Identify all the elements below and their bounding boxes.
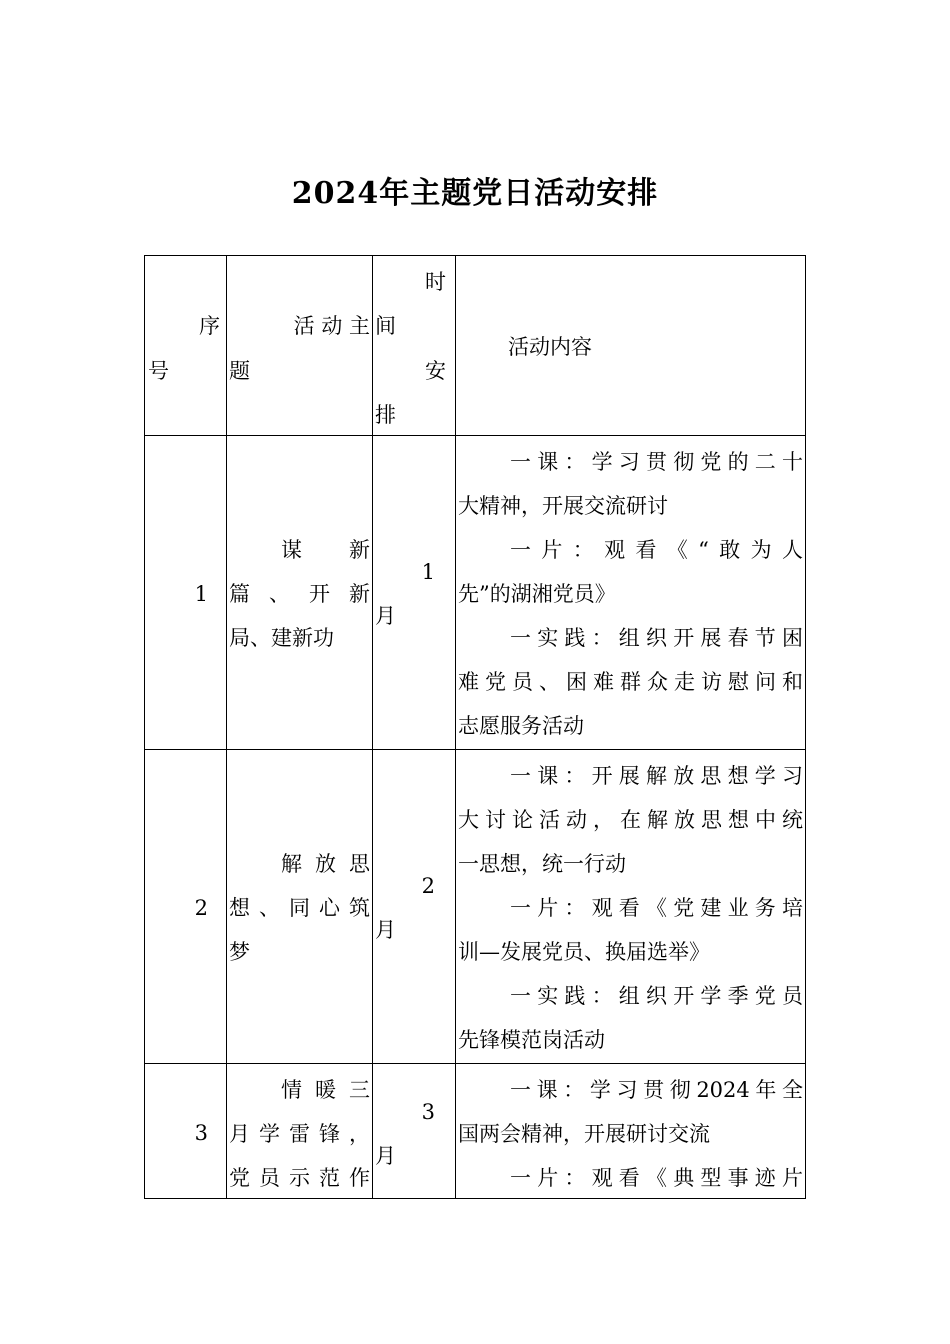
row2-content-line5: 训—发展党员、换届选举》 [458, 940, 710, 964]
row3-time-unit: 月 [375, 1144, 396, 1168]
row3-content-line1: 一课：学习贯彻2024年全 [510, 1078, 803, 1102]
page-title: 2024年主题党日活动安排 [291, 176, 659, 211]
row1-theme-line3: 局、建新功 [229, 626, 334, 650]
row1-seq [144, 436, 227, 750]
row1-theme-line2: 篇 、 开 新 [229, 582, 370, 606]
header-theme [227, 255, 373, 436]
row2-time-unit: 月 [375, 918, 396, 942]
row1-content-line2: 大精神，开展交流研讨 [458, 494, 668, 518]
row1-content-line7: 志愿服务活动 [458, 714, 584, 738]
row2-content [456, 750, 806, 1064]
row2-time [373, 750, 456, 1064]
row3-theme-line3: 党 员 示 范 作 [229, 1166, 370, 1190]
row2-content-line7: 先锋模范岗活动 [458, 1028, 605, 1052]
row2-theme [227, 750, 373, 1064]
header-time-line3: 安 [425, 359, 446, 383]
row2-content-line3: 一思想，统一行动 [458, 852, 626, 876]
row2-theme-line1: 解 放 思 [281, 852, 370, 876]
row2-content-line6: 一实践：组织开学季党员 [510, 984, 803, 1008]
row2-theme-line2: 想 、 同 心 筑 [229, 896, 370, 920]
row2-content-line2: 大讨论活动，在解放思想中统 [458, 808, 803, 832]
row2-seq-value: 2 [194, 896, 208, 920]
row3-theme-line2: 月 学 雷 锋 ， [229, 1122, 370, 1146]
header-seq-line1: 序 [199, 314, 220, 338]
row1-seq-value: 1 [194, 582, 208, 606]
header-content-label: 活动内容 [508, 335, 592, 359]
header-seq [144, 255, 227, 436]
row2-time-num: 2 [421, 874, 435, 898]
row1-theme-line1: 谋 新 [281, 538, 370, 562]
row1-content-line6: 难党员、困难群众走访慰问和 [458, 670, 803, 694]
row3-seq [144, 1064, 227, 1199]
row3-content-line2: 国两会精神，开展研讨交流 [458, 1122, 710, 1146]
row3-content [456, 1064, 806, 1199]
header-content [456, 255, 806, 436]
row1-time-num: 1 [421, 560, 435, 584]
row1-content-line4: 先”的湖湘党员》 [458, 582, 616, 606]
header-time-line4: 排 [375, 403, 396, 427]
header-theme-line1: 活 动 主 [293, 314, 370, 338]
row1-theme [227, 436, 373, 750]
row1-content-line3: 一片：观看《“敢为人 [510, 538, 803, 562]
row1-content [456, 436, 806, 750]
row3-theme-line1: 情 暖 三 [281, 1078, 370, 1102]
header-theme-line2: 题 [229, 359, 250, 383]
row1-time [373, 436, 456, 750]
row3-time-num: 3 [421, 1100, 435, 1124]
row2-theme-line3: 梦 [229, 940, 250, 964]
header-time [373, 255, 456, 436]
row1-content-line5: 一实践：组织开展春节困 [510, 626, 803, 650]
row2-content-line1: 一课：开展解放思想学习 [510, 764, 803, 788]
row3-theme [227, 1064, 373, 1199]
row3-time [373, 1064, 456, 1199]
header-time-line2: 间 [375, 314, 396, 338]
row2-content-line4: 一片：观看《党建业务培 [510, 896, 803, 920]
row1-content-line1: 一课：学习贯彻党的二十 [510, 450, 803, 474]
row2-seq [144, 750, 227, 1064]
row3-content-line3: 一片：观看《典型事迹片 [510, 1166, 803, 1190]
header-time-line1: 时 [425, 270, 446, 294]
header-seq-line2: 号 [148, 359, 169, 383]
row1-time-unit: 月 [375, 604, 396, 628]
row3-seq-value: 3 [194, 1121, 208, 1145]
